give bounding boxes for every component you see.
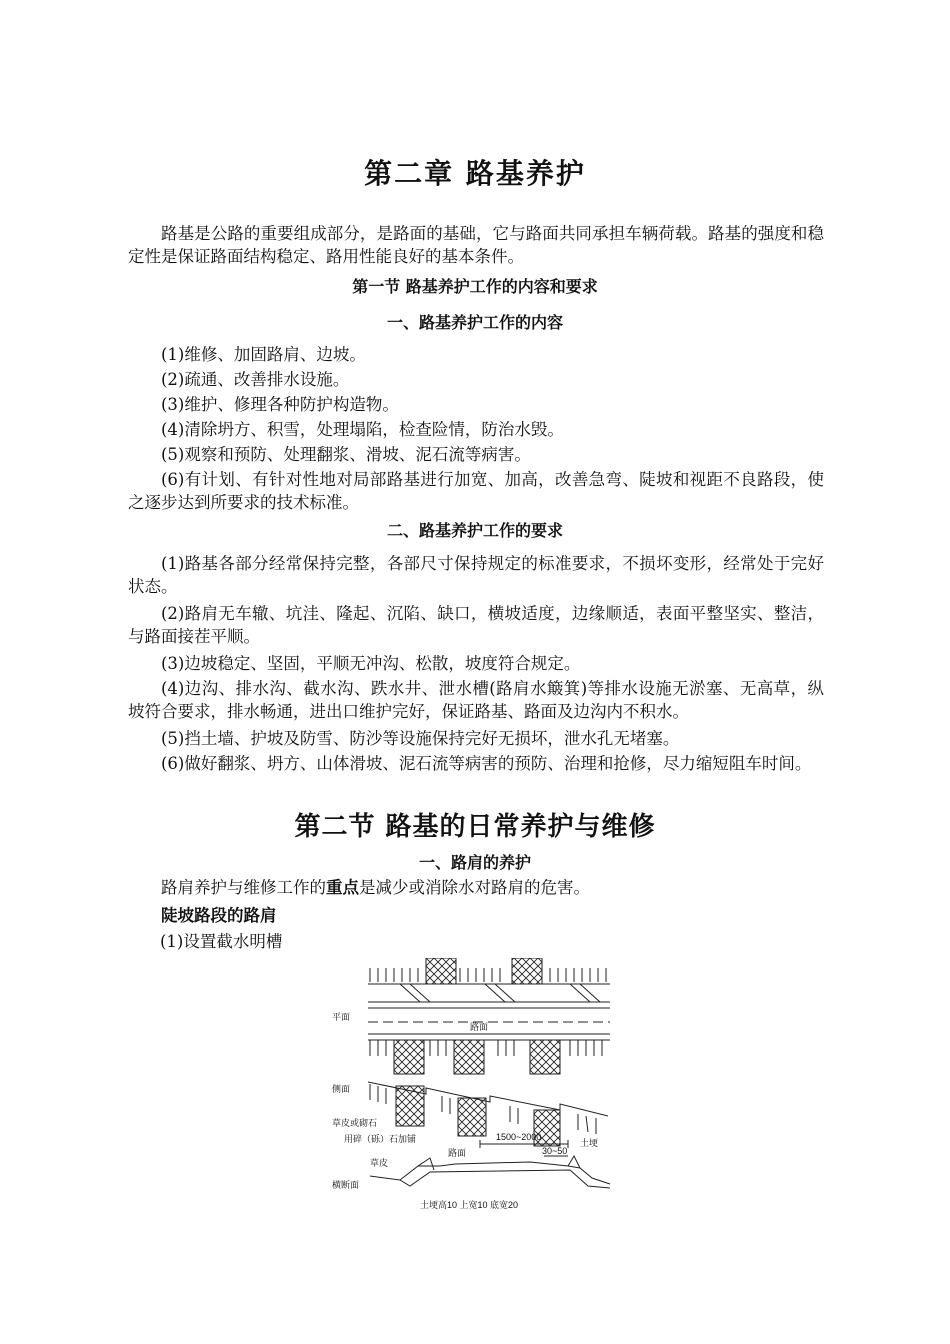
steep-slope-heading: 陡坡路段的路肩 [161, 906, 277, 925]
requirement-item: (3)边坡稳定、坚固，平顺无冲沟、松散，坡度符合规定。 [161, 654, 581, 673]
label-bank: 土埂 [580, 1138, 599, 1148]
intro-paragraph: 路基是公路的重要组成部分，是路面的基础，它与路面共同承担车辆荷载。路基的强度和稳定性是保证路面结构稳定、路用性能良好的基本条件。 [128, 224, 824, 266]
section1-sub1-title: 一、路基养护工作的内容 [386, 313, 563, 332]
content-item: (5)观察和预防、处理翻浆、滑坡、泥石流等病害。 [161, 445, 531, 464]
label-dim1: 1500~2000 [496, 1132, 542, 1142]
content-item: (3)维护、修理各种防护构造物。 [161, 395, 399, 414]
label-side: 侧面 [332, 1084, 351, 1094]
figure-caption: 土埂高10 上宽10 底宽20 [420, 1200, 519, 1210]
section2-sub1-title: 一、路肩的养护 [418, 853, 531, 872]
section1-sub2-title: 二、路基养护工作的要求 [386, 521, 563, 540]
label-dim2: 30~50 [542, 1146, 568, 1156]
content-item: (6)有计划、有针对性地对局部路基进行加宽、加高，改善急弯、陡坡和视距不良路段，使之逐步达到所要求的技术标准。 [128, 470, 824, 512]
sentence-emphasis: 重点 [326, 878, 359, 897]
shoulder-key-sentence [128, 876, 824, 899]
chapter-title: 第二章 路基养护 [364, 157, 586, 190]
channel-diagram [330, 958, 620, 1220]
intercepting-channel-item: (1)设置截水明槽 [160, 932, 283, 951]
label-turf: 草皮 [370, 1158, 389, 1168]
requirement-item: (2)路肩无车辙、坑洼、隆起、沉陷、缺口，横坡适度，边缘顺适，表面平整坚实、整洁，与路面接茬平顺。 [128, 604, 824, 646]
plan-top-ticks [370, 968, 606, 982]
content-item: (2)疏通、改善排水设施。 [161, 370, 350, 389]
section2-title: 第二节 路基的日常养护与维修 [294, 812, 656, 842]
label-plan: 平面 [332, 1012, 351, 1022]
requirement-item: (4)边沟、排水沟、截水沟、跌水井、泄水槽(路肩水簸箕)等排水设施无淤塞、无高草，纵坡符合要求，排水畅通，进出口维护完好，保证路基、路面及边沟内不积水。 [128, 679, 824, 721]
requirement-item: (5)挡土墙、护坡及防雪、防沙等设施保持完好无损坏，泄水孔无堵塞。 [161, 729, 680, 748]
section1-title: 第一节 路基养护工作的内容和要求 [352, 277, 598, 296]
content-item: (1)维修、加固路肩、边坡。 [161, 345, 366, 364]
requirement-item: (6)做好翻浆、坍方、山体滑坡、泥石流等病害的预防、治理和抢修，尽力缩短阻车时间。 [161, 754, 812, 773]
sentence-post: 是减少或消除水对路肩的危害。 [359, 878, 590, 897]
label-road: 路面 [470, 1022, 489, 1032]
label-turf-stone: 草皮或砌石 [332, 1118, 378, 1128]
sentence-pre: 路肩养护与维修工作的 [161, 878, 326, 897]
label-section: 横断面 [332, 1180, 360, 1190]
label-road2: 路面 [448, 1148, 467, 1158]
content-item: (4)清除坍方、积雪，处理塌陷，检查险情，防治水毁。 [161, 420, 564, 439]
label-gravel: 用碎（砾）石加铺 [344, 1134, 417, 1144]
requirement-item: (1)路基各部分经常保持完整，各部尺寸保持规定的标准要求，不损坏变形，经常处于完好状态。 [128, 554, 824, 596]
